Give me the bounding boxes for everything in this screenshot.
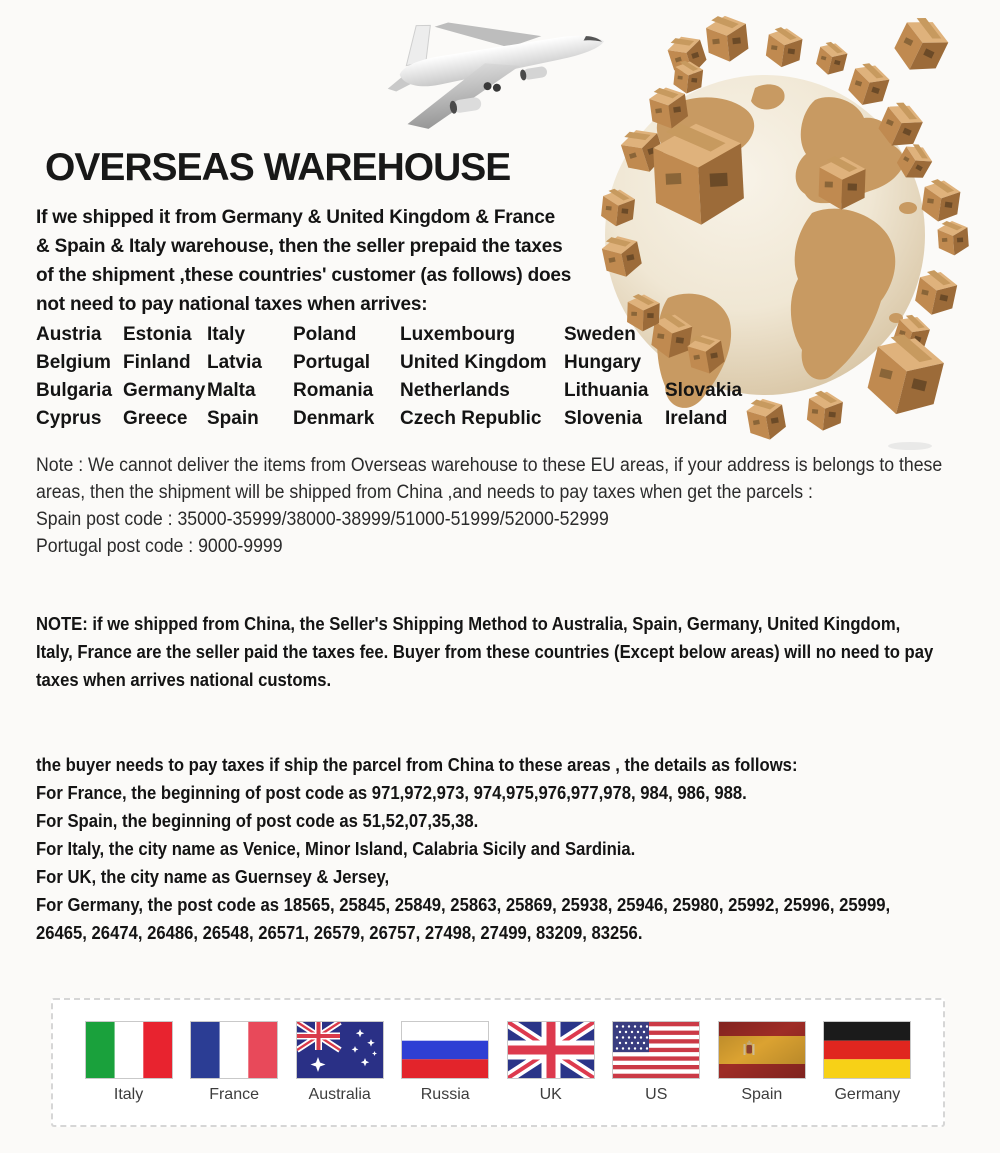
russia-flag-icon — [401, 1021, 489, 1079]
country: Italy — [207, 324, 246, 345]
tax-line: For UK, the city name as Guernsey & Jersey, — [36, 866, 390, 887]
tax-line: For France, the beginning of post code as 971,972,973, 974,975,976,977,978, 984, 986, 988. — [36, 782, 747, 803]
italy-flag-icon — [85, 1021, 173, 1079]
spain-flag-icon — [718, 1021, 806, 1079]
country: Romania — [293, 380, 374, 401]
country: Finland — [123, 352, 191, 373]
us-flag-icon — [612, 1021, 700, 1079]
china-shipping-note — [36, 610, 933, 694]
intro-line: of the shipment ,these countries' customer (as follows) does — [36, 265, 572, 286]
flag-label: UK — [539, 1086, 562, 1103]
tax-line: the buyer needs to pay taxes if ship the parcel from China to these areas , the details as follows: — [36, 754, 798, 775]
germany-flag-icon — [823, 1021, 911, 1079]
flag-item-us — [612, 1021, 700, 1104]
country: Bulgaria — [36, 380, 113, 401]
flag-label: France — [209, 1086, 259, 1103]
country: Spain — [207, 408, 259, 429]
intro-line: & Spain & Italy warehouse, then the seller prepaid the taxes — [36, 236, 563, 257]
country: Sweden — [564, 324, 636, 345]
flag-label: Australia — [308, 1086, 371, 1103]
note-line: areas, then the shipment will be shipped from China ,and needs to pay taxes when get the parcels : — [36, 482, 813, 503]
note-line: Portugal post code : 9000-9999 — [36, 536, 283, 557]
country: Greece — [123, 408, 188, 429]
country — [665, 349, 755, 377]
country: Slovakia — [665, 380, 743, 401]
airplane-icon — [379, 0, 614, 134]
flag-item-france — [190, 1021, 278, 1104]
flag-label: US — [645, 1086, 668, 1103]
country: Austria — [36, 324, 102, 345]
flags-panel — [51, 998, 945, 1127]
flag-label: Spain — [741, 1086, 783, 1103]
prepaid-countries-grid — [36, 321, 755, 433]
flag-label: Russia — [420, 1086, 470, 1103]
country: Denmark — [293, 408, 375, 429]
intro-line: If we shipped it from Germany & United Kingdom & France — [36, 207, 555, 228]
country: Hungary — [564, 352, 642, 373]
tax-line: 26465, 26474, 26486, 26548, 26571, 26579, 26757, 27498, 27499, 83209, 83256. — [36, 922, 643, 943]
country: Belgium — [36, 352, 111, 373]
eu-areas-note — [36, 452, 942, 560]
box-shadow — [888, 442, 932, 450]
note-line: taxes when arrives national customs. — [36, 669, 332, 690]
country: Germany — [123, 380, 206, 401]
country: Latvia — [207, 352, 262, 373]
country: Luxembourg — [400, 324, 516, 345]
flag-item-italy — [85, 1021, 173, 1104]
flag-item-uk — [507, 1021, 595, 1104]
tax-line: For Germany, the post code as 18565, 25845, 25849, 25863, 25869, 25938, 25946, 25980, 25992, 25996, 25999, — [36, 894, 891, 915]
flag-item-germany — [823, 1021, 911, 1104]
country: Slovenia — [564, 408, 643, 429]
country: Estonia — [123, 324, 192, 345]
country: Cyprus — [36, 408, 102, 429]
flag-item-australia — [296, 1021, 384, 1104]
country: Malta — [207, 380, 256, 401]
flag-item-spain — [718, 1021, 806, 1104]
intro-line: not need to pay national taxes when arrives: — [36, 294, 428, 315]
note-line: Note : We cannot deliver the items from Overseas warehouse to these EU areas, if your address is belongs to these — [36, 455, 943, 476]
note-line: Spain post code : 35000-35999/38000-38999/51000-51999/52000-52999 — [36, 509, 609, 530]
tax-line: For Italy, the city name as Venice, Minor Island, Calabria Sicily and Sardinia. — [36, 838, 636, 859]
france-flag-icon — [190, 1021, 278, 1079]
country: Lithuania — [564, 380, 649, 401]
note-line: Italy, France are the seller paid the taxes fee. Buyer from these countries (Except below areas) will no need to pay — [36, 641, 934, 662]
flag-label: Germany — [834, 1086, 901, 1103]
flag-item-russia — [401, 1021, 489, 1104]
country: Netherlands — [400, 380, 510, 401]
note-line: NOTE: if we shipped from China, the Seller's Shipping Method to Australia, Spain, Germany, United Kingdom, — [36, 613, 901, 634]
country — [665, 321, 755, 349]
australia-flag-icon — [296, 1021, 384, 1079]
floating-box-top — [889, 11, 954, 79]
tax-details-paragraph — [36, 751, 890, 947]
country: United Kingdom — [400, 352, 547, 373]
intro-paragraph — [36, 203, 571, 319]
flag-label: Italy — [113, 1086, 144, 1103]
tax-line: For Spain, the beginning of post code as 51,52,07,35,38. — [36, 810, 479, 831]
uk-flag-icon — [507, 1021, 595, 1079]
country: Portugal — [293, 352, 371, 373]
country: Poland — [293, 324, 357, 345]
page-title: OVERSEAS WAREHOUSE — [45, 146, 511, 189]
country: Czech Republic — [400, 408, 542, 429]
country: Ireland — [665, 408, 728, 429]
